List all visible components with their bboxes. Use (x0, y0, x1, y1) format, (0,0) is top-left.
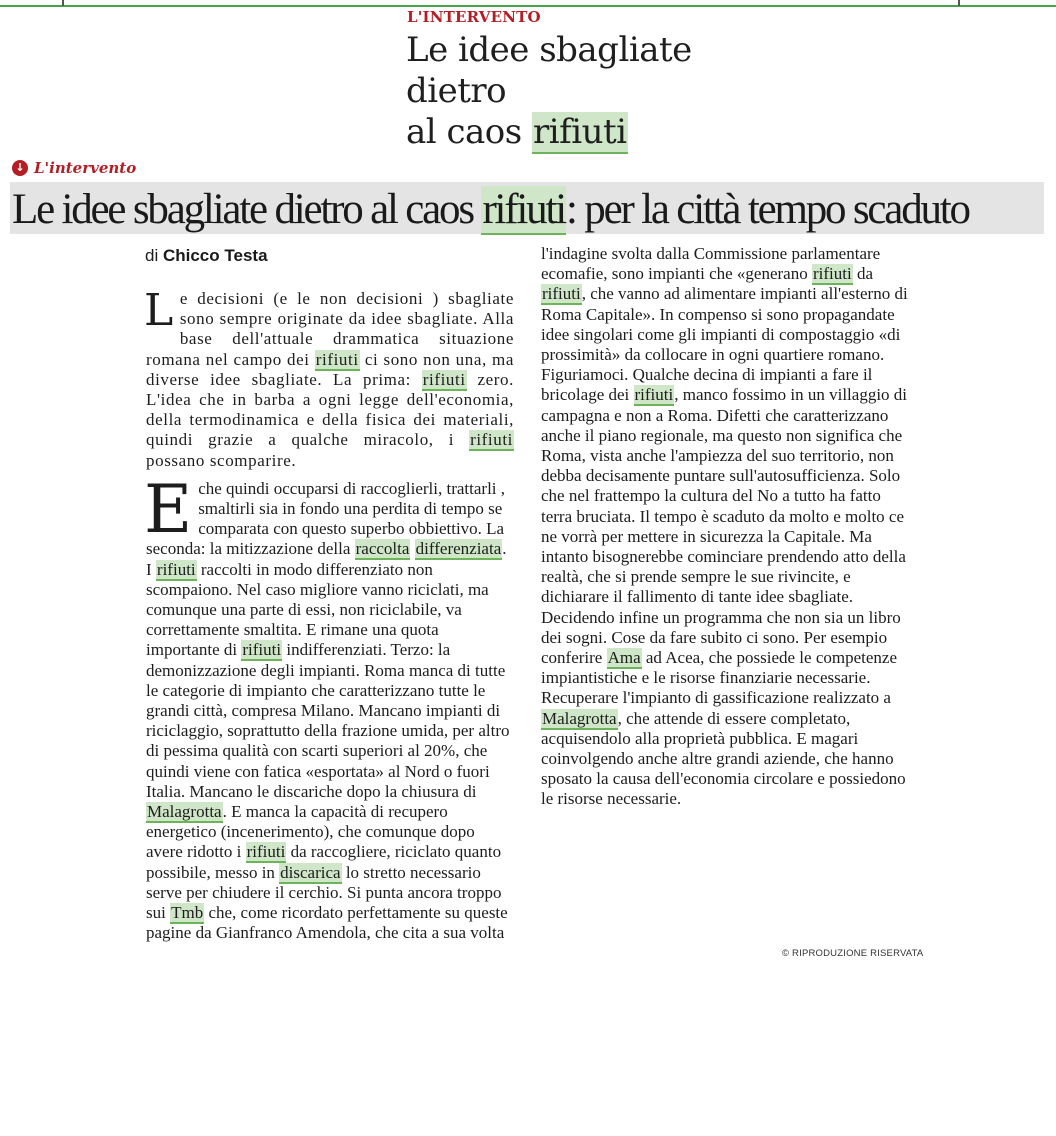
headline-line (406, 112, 692, 153)
headline-text: al caos (406, 112, 532, 152)
keyword-highlight: rifiuti (533, 112, 627, 152)
byline (145, 246, 268, 266)
headline-line: Le idee sbagliate (406, 30, 692, 70)
top-rule (0, 5, 1056, 7)
main-headline (406, 30, 692, 153)
section-kicker (12, 159, 136, 177)
keyword-highlight: Malagrotta (542, 708, 617, 728)
keyword-highlight: Tmb (171, 903, 204, 923)
keyword-highlight: rifiuti (422, 369, 466, 389)
keyword-highlight: rifiuti (242, 640, 282, 660)
byline-prefix: di (145, 246, 159, 265)
keyword-highlight: rifiuti (470, 430, 513, 450)
crop-mark (62, 0, 64, 6)
title-text: : per la città tempo scaduto (565, 186, 969, 233)
body-paragraph: Eche quindi occuparsi di raccoglierli, trattarli , smaltirli sia in fondo una perdita di tempo se comparata con questo superbo obbiettivo. La seconda: la mitizzazione della raccolta differenziata. I rifiuti raccolti in modo differenziato non scompaiono. Nel caso migliore vanno riciclati, ma comunque una parte di essi, non riciclabile, va correttamente smaltita. E rimane una quota importante di rifiuti indifferenziati. Terzo: la demonizzazione degli impianti. Roma manca di tutte le categorie di impianto che caratterizzano tutte le grandi città, compresa Milano. Mancano impianti di riciclaggio, soprattutto della frazione umida, per altro di pessima qualità con scarti superiori al 20%, che quindi viene con fatica «esportata» al Nord o fuori Italia. Mancano le discariche dopo la chiusura di Malagrotta. E manca la capacità di recupero energetico (incenerimento), che comunque dopo avere ridotto i rifiuti da raccogliere, riciclato quanto possibile, messo in discarica lo stretto necessario serve per chiudere il cerchio. Si punta ancora troppo sui Tmb che, come ricordato perfettamente su queste pagine da Gianfranco Amendola, che cita a sua volta (144, 470, 510, 943)
keyword-highlight: differenziata (415, 539, 502, 559)
keyword-highlight: Ama (607, 648, 641, 668)
keyword-highlight: rifiuti (812, 264, 852, 284)
keyword-highlight: rifiuti (315, 349, 359, 369)
article-column-2: l'indagine svolta dalla Commissione parlamentare ecomafie, sono impianti che «generano rifiuti da rifiuti, che vanno ad alimentare impianti all'esterno di Roma Capitale». In compenso si sono propagandate idee singolari come gli impianti di compostaggio «di prossimità» da collocare in ogni quartiere romano. Figuriamoci. Qualche decina di impianti a fare il bricolage dei rifiuti, manco fossimo in un villaggio di campagna e non a Roma. Difetti che caratterizzano anche il piano regionale, ma questo non significa che Roma, vista anche l'ampiezza del suo territorio, non debba decisamente puntare sull'autosufficienza. Solo che nel frattempo la cultura del No a tutto ha fatto terra bruciata. Il tempo è scaduto da molto e molto ce ne vorrà per mettere in sicurezza la Capitale. Ma intanto bisognerebbe cominciare prendendo atto della realtà, che si prende sempre le sue rivincite, e dichiarare il fallimento di tante idee sbagliate. Decidendo infine un programma che non sia un libro dei sogni. Cose da fare subito ci sono. Per esempio conferire Ama ad Acea, che possiede le competenze impiantistiche e le risorse finanziarie necessarie. Recuperare l'impianto di gassificazione realizzato a Malagrotta, che attende di essere completato, acquisendolo alla proprietà pubblica. E magari coinvolgendo anche altre grandi aziende, che hanno sposato la causa dell'economia circolare e possiedono le risorse necessarie. (541, 244, 908, 809)
article-column-1 (144, 285, 514, 944)
keyword-highlight: discarica (280, 862, 341, 882)
author-name: Chicco Testa (162, 246, 268, 265)
headline-line: dietro (406, 71, 507, 111)
copyright-credit: © RIPRODUZIONE RISERVATA (782, 948, 924, 959)
drop-cap: L (144, 285, 174, 336)
article-title (12, 186, 969, 234)
arrow-down-circle-icon: ↓ (12, 160, 28, 176)
kicker-label: L'intervento (34, 159, 137, 177)
lead-paragraph: Le decisioni (e le non decisioni ) sbagliate sono sempre originate da idee sbagliate. Alla base dell'attuale drammatica situazione romana nel campo dei rifiuti ci sono non una, ma diverse idee sbagliate. La prima: rifiuti zero. L'idea che in barba a ogni legge dell'economia, della termodinamica e della fisica dei materiali, quindi grazie a qualche miracolo, i rifiuti possano scomparire. (144, 285, 514, 470)
keyword-highlight: rifiuti (482, 186, 565, 233)
keyword-highlight: Malagrotta (147, 802, 222, 822)
keyword-highlight: rifiuti (542, 284, 581, 304)
keyword-highlight: rifiuti (634, 385, 674, 405)
keyword-highlight: rifiuti (156, 559, 196, 579)
section-overline: L'INTERVENTO (407, 8, 541, 26)
keyword-highlight: rifiuti (246, 842, 286, 862)
crop-mark (958, 0, 960, 6)
title-text: Le idee sbagliate dietro al caos (12, 186, 482, 233)
keyword-highlight: raccolta (355, 539, 410, 559)
drop-cap: E (144, 470, 193, 548)
